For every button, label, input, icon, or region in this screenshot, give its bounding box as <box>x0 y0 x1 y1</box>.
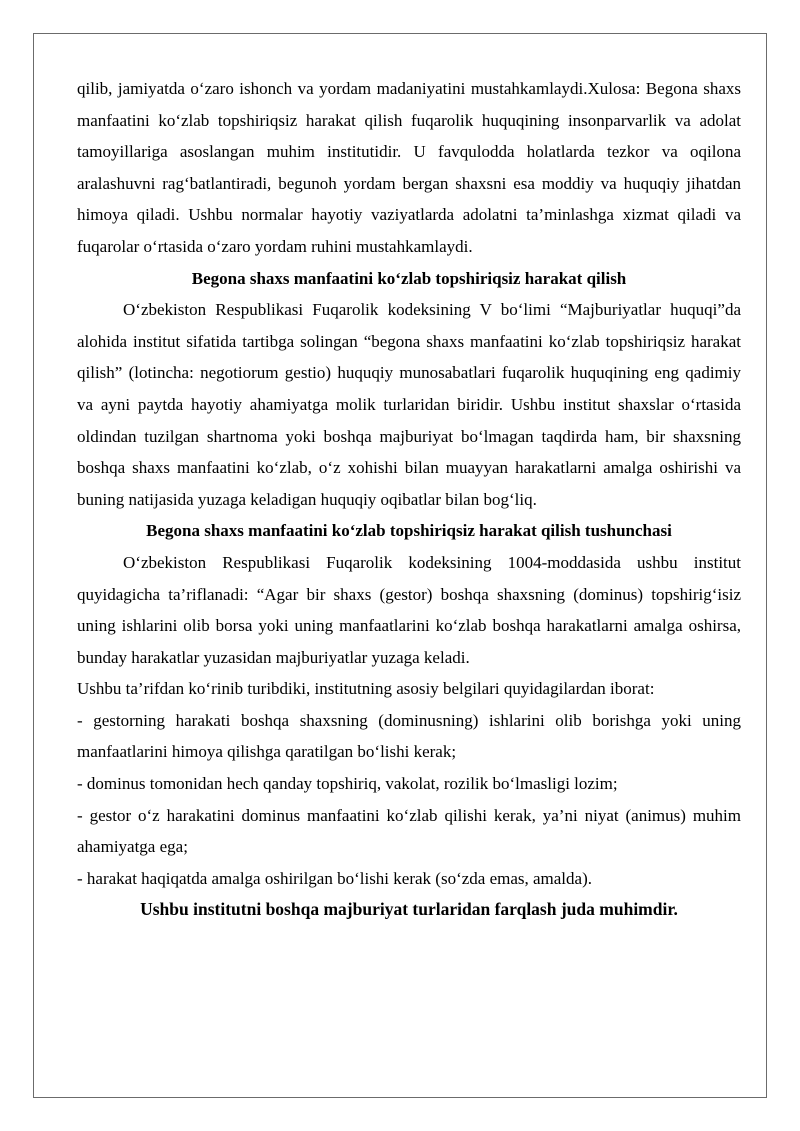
intro-paragraph: qilib, jamiyatda o‘zaro ishonch va yordam madaniyatini mustahkamlaydi.Xulosa: Begona shaxs manfaatini ko‘zlab topshiriqsiz harakat qilish fuqarolik huquqining insonparvarlik va adolat tamoyillariga asoslangan muhim institutidir. U favqulodda holatlarda tezkor va oqilona aralashuvni rag‘batlantiradi, begunoh yordam bergan shaxsni esa moddiy va huquqiy jihatdan himoya qiladi. Ushbu normalar hayotiy vaziyatlarda adolatni ta’minlashga xizmat qiladi va fuqarolar o‘rtasida o‘zaro yordam ruhini mustahkamlaydi. <box>77 79 741 256</box>
list-item: - dominus tomonidan hech qanday topshiriq, vakolat, rozilik bo‘lmasligi lozim; <box>77 774 618 794</box>
body-paragraph-2: O‘zbekiston Respublikasi Fuqarolik kodeksining 1004-moddasida ushbu institut quyidagicha ta’riflanadi: “Agar bir shaxs (gestor) boshqa shaxsning (dominus) topshirig‘isiz uning ishlarini olib borsa yoki uning manfaatlarini ko‘zlab boshqa harakatlarni amalga oshirsa, bunday harakatlar yuzasidan majburiyatlar yuzaga keladi. <box>77 552 741 667</box>
document-body <box>77 73 741 926</box>
body-paragraph-3: Ushbu ta’rifdan ko‘rinib turibdiki, institutning asosiy belgilari quyidagilardan iborat: <box>77 679 655 699</box>
section-heading-2: Begona shaxs manfaatini ko‘zlab topshiriqsiz harakat qilish tushunchasi <box>146 521 672 541</box>
body-paragraph-1: O‘zbekiston Respublikasi Fuqarolik kodeksining V bo‘limi “Majburiyatlar huquqi”da alohida institut sifatida tartibga solingan “begona shaxs manfaatini ko‘zlab topshiriqsiz harakat qilish” (lotincha: negotiorum gestio) huquqiy munosabatlari fuqarolik huquqining eng qadimiy va ayni paytda hayotiy ahamiyatga molik turlaridan biridir. Ushbu institut shaxslar o‘rtasida oldindan tuzilgan shartnoma yoki boshqa majburiyat bo‘lmagan taqdirda ham, bir shaxsning boshqa shaxs manfaatini ko‘zlab, o‘z xohishi bilan muayyan harakatlarni amalga oshirishi va buning natijasida yuzaga keladigan huquqiy oqibatlar bilan bog‘liq. <box>77 300 741 509</box>
list-item: - gestor o‘z harakatini dominus manfaatini ko‘zlab qilishi kerak, ya’ni niyat (animus) muhim ahamiyatga ega; <box>77 805 741 857</box>
section-heading-3: Ushbu institutni boshqa majburiyat turlaridan farqlash juda muhimdir. <box>140 899 678 920</box>
list-item: - harakat haqiqatda amalga oshirilgan bo‘lishi kerak (so‘zda emas, amalda). <box>77 868 592 888</box>
section-heading-1: Begona shaxs manfaatini ko‘zlab topshiriqsiz harakat qilish <box>191 268 627 288</box>
list-item: - gestorning harakati boshqa shaxsning (dominusning) ishlarini olib borishga yoki uning manfaatlarini himoya qilishga qaratilgan bo‘lishi kerak; <box>77 710 741 762</box>
